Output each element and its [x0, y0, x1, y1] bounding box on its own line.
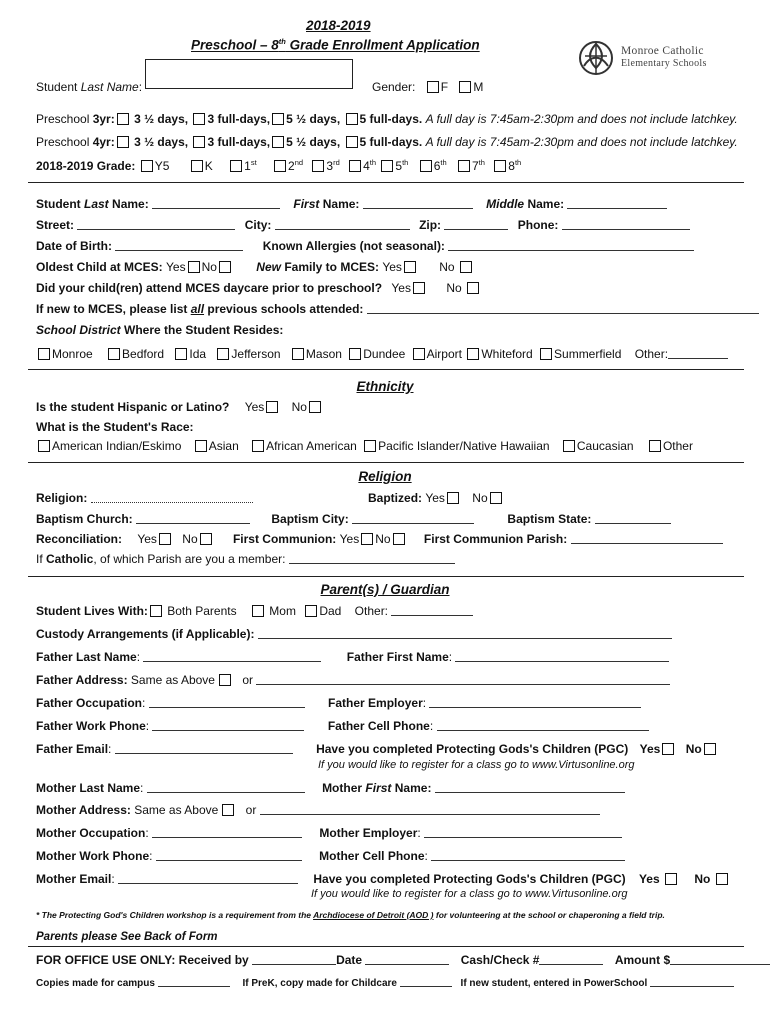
p4-3full-checkbox[interactable]: [193, 136, 205, 148]
city-field[interactable]: [275, 218, 410, 230]
religion-field[interactable]: [91, 491, 253, 503]
powerschool-field[interactable]: [650, 977, 734, 987]
father-address-row: Father Address: Same as Above or: [36, 673, 670, 687]
race-other-checkbox[interactable]: [649, 440, 661, 452]
district-bedford-checkbox[interactable]: [108, 348, 120, 360]
grade-1-checkbox[interactable]: [230, 160, 242, 172]
hispanic-row: Is the student Hispanic or Latino? Yes No: [36, 400, 323, 414]
p3-half-checkbox[interactable]: [117, 113, 129, 125]
form-title: Preschool – 8th Grade Enrollment Application: [191, 37, 480, 53]
zip-field[interactable]: [444, 218, 508, 230]
father-occupation-row: Father Occupation: Father Employer:: [36, 696, 641, 710]
communion-parish-field[interactable]: [571, 532, 723, 544]
custody-row: Custody Arrangements (if Applicable):: [36, 627, 672, 641]
dad-checkbox[interactable]: [305, 605, 317, 617]
reconciliation-no-checkbox[interactable]: [200, 533, 212, 545]
student-address-row: Street: City: Zip: Phone:: [36, 218, 690, 232]
baptism-church-field[interactable]: [136, 512, 250, 524]
mother-employer-field[interactable]: [424, 826, 622, 838]
date-field[interactable]: [365, 953, 449, 965]
father-name-row: Father Last Name: Father First Name:: [36, 650, 669, 664]
divider: [28, 182, 744, 183]
gender-m-label: M: [473, 80, 484, 94]
sacraments-row: Reconciliation: Yes No First Communion: Yes No First Communion Parish:: [36, 532, 723, 546]
baptism-state-field[interactable]: [595, 512, 671, 524]
gender-f-label: F: [440, 80, 449, 94]
prev-schools-field[interactable]: [367, 302, 759, 314]
baptized-yes-checkbox[interactable]: [447, 492, 459, 504]
oldest-new-row: Oldest Child at MCES: Yes No New Family to MCES: Yes No: [36, 260, 474, 274]
p3-5full-checkbox[interactable]: [346, 113, 358, 125]
preschool-3yr-row: Preschool 3yr: 3 ½ days, 3 full-days, 5 ½ days, 5 full-days. A full day is 7:45am-2:30pm and does not include latchkey.: [36, 112, 738, 126]
father-pgc-no-checkbox[interactable]: [704, 743, 716, 755]
school-name-line2: Elementary Schools: [621, 58, 707, 69]
mother-pgc-no-checkbox[interactable]: [716, 873, 728, 885]
p3-5half-checkbox[interactable]: [272, 113, 284, 125]
gender-f-checkbox[interactable]: [427, 81, 439, 93]
school-name-line1: Monroe Catholic: [621, 45, 704, 57]
ethnicity-title: Ethnicity: [356, 379, 414, 394]
student-middle-name-field[interactable]: [567, 197, 667, 209]
communion-yes-checkbox[interactable]: [361, 533, 373, 545]
new-family-no-checkbox[interactable]: [460, 261, 472, 273]
grade-5-checkbox[interactable]: [381, 160, 393, 172]
preschool-4yr-row: Preschool 4yr: 3 ½ days, 3 full-days, 5 ½ days, 5 full-days. A full day is 7:45am-2:30pm and does not include latchkey.: [36, 135, 738, 149]
phone-field[interactable]: [562, 218, 690, 230]
mother-email-field[interactable]: [118, 872, 298, 884]
mother-same-checkbox[interactable]: [222, 804, 234, 816]
p4-5full-checkbox[interactable]: [346, 136, 358, 148]
student-last-name-label: Student Last Name:: [36, 80, 143, 94]
district-label: School District Where the Student Resides:: [36, 323, 284, 337]
dob-row: Date of Birth: Known Allergies (not seasonal):: [36, 239, 694, 253]
both-parents-checkbox[interactable]: [150, 605, 162, 617]
race-american-indian-checkbox[interactable]: [38, 440, 50, 452]
oldest-no-checkbox[interactable]: [219, 261, 231, 273]
grade-6-checkbox[interactable]: [420, 160, 432, 172]
grade-k-checkbox[interactable]: [191, 160, 203, 172]
prek-copy-field[interactable]: [400, 977, 452, 987]
student-name-row: Student Last Name: First Name: Middle Name:: [36, 197, 667, 211]
new-family-yes-checkbox[interactable]: [404, 261, 416, 273]
office-use-row: FOR OFFICE USE ONLY: Received by Date Cash/Check # Amount $: [36, 953, 770, 967]
father-occupation-field[interactable]: [149, 696, 305, 708]
race-asian-checkbox[interactable]: [195, 440, 207, 452]
father-same-checkbox[interactable]: [219, 674, 231, 686]
pgc-requirement-note: * The Protecting God's Children workshop is a requirement from the Archdiocese of Detroit (AOD ) for volunteering at the school or chaperoning a field trip.: [36, 910, 665, 920]
mother-last-name-field[interactable]: [147, 781, 305, 793]
race-pacific-islander-checkbox[interactable]: [364, 440, 376, 452]
district-ida-checkbox[interactable]: [175, 348, 187, 360]
district-airport-checkbox[interactable]: [413, 348, 425, 360]
district-summerfield-checkbox[interactable]: [540, 348, 552, 360]
father-phone-row: Father Work Phone: Father Cell Phone:: [36, 719, 649, 733]
daycare-row: Did your child(ren) attend MCES daycare prior to preschool? Yes No: [36, 281, 481, 295]
oldest-yes-checkbox[interactable]: [188, 261, 200, 273]
mother-occupation-row: Mother Occupation: Mother Employer:: [36, 826, 622, 840]
mother-occupation-field[interactable]: [152, 826, 302, 838]
father-address-field[interactable]: [256, 673, 670, 685]
mother-phone-row: Mother Work Phone: Mother Cell Phone:: [36, 849, 625, 863]
mother-pgc-yes-checkbox[interactable]: [665, 873, 677, 885]
received-by-field[interactable]: [252, 953, 336, 965]
grade-4-checkbox[interactable]: [349, 160, 361, 172]
grade-7-checkbox[interactable]: [458, 160, 470, 172]
prev-schools-row: If new to MCES, please list all previous schools attended:: [36, 302, 759, 316]
mother-first-name-field[interactable]: [435, 781, 625, 793]
p4-5half-checkbox[interactable]: [272, 136, 284, 148]
p4-half-checkbox[interactable]: [117, 136, 129, 148]
student-last-name-input[interactable]: [145, 59, 353, 89]
amount-field[interactable]: [670, 953, 770, 965]
lives-with-other-field[interactable]: [391, 604, 473, 616]
custody-field[interactable]: [258, 627, 672, 639]
grade-row: 2018-2019 Grade: Y5 K 1st 2nd 3rd 4th 5th 6th 7th 8th: [36, 158, 522, 173]
copies-field[interactable]: [158, 977, 230, 987]
race-african-american-checkbox[interactable]: [252, 440, 264, 452]
gender-label: Gender:: [372, 80, 416, 94]
hispanic-no-checkbox[interactable]: [309, 401, 321, 413]
parish-row: If Catholic, of which Parish are you a member:: [36, 552, 455, 566]
form-year: 2018-2019: [306, 18, 371, 33]
baptism-city-field[interactable]: [352, 512, 474, 524]
grade-3-checkbox[interactable]: [312, 160, 324, 172]
religion-row: Religion: Baptized: Yes No: [36, 491, 504, 505]
gender-m-checkbox[interactable]: [459, 81, 471, 93]
trinity-knot-icon: [576, 38, 616, 78]
parish-field[interactable]: [289, 552, 455, 564]
district-dundee-checkbox[interactable]: [349, 348, 361, 360]
grade-y5-checkbox[interactable]: [141, 160, 153, 172]
mother-name-row: Mother Last Name: Mother First Name:: [36, 781, 625, 795]
student-first-name-field[interactable]: [363, 197, 473, 209]
gender-row: [372, 80, 483, 94]
grade-label: 2018-2019 Grade:: [36, 159, 136, 173]
district-options-row: Monroe Bedford Ida Jefferson Mason Dundee Airport Whiteford Summerfield Other:: [36, 347, 728, 361]
district-jefferson-checkbox[interactable]: [217, 348, 229, 360]
race-caucasian-checkbox[interactable]: [563, 440, 575, 452]
mother-email-row: Mother Email: Have you completed Protecting Gods's Children (PGC) Yes No: [36, 872, 730, 886]
mother-address-field[interactable]: [260, 803, 600, 815]
school-logo: [576, 38, 616, 81]
office-copies-row: Copies made for campus If PreK, copy made for Childcare If new student, entered in PowerSchool: [36, 977, 734, 989]
cash-check-field[interactable]: [539, 953, 603, 965]
grade-2-checkbox[interactable]: [274, 160, 286, 172]
lives-with-row: Student Lives With: Both Parents Mom Dad Other:: [36, 604, 473, 618]
communion-no-checkbox[interactable]: [393, 533, 405, 545]
divider: [28, 369, 744, 370]
religion-title: Religion: [358, 469, 412, 484]
allergies-field[interactable]: [448, 239, 694, 251]
father-work-phone-field[interactable]: [152, 719, 304, 731]
baptism-row: Baptism Church: Baptism City: Baptism State:: [36, 512, 671, 526]
district-monroe-checkbox[interactable]: [38, 348, 50, 360]
mother-work-phone-field[interactable]: [156, 849, 302, 861]
race-label: What is the Student's Race:: [36, 420, 194, 434]
street-field[interactable]: [77, 218, 235, 230]
father-last-name-field[interactable]: [143, 650, 321, 662]
divider: [28, 576, 744, 577]
see-back-note: Parents please See Back of Form: [36, 931, 218, 943]
father-employer-field[interactable]: [429, 696, 641, 708]
hispanic-yes-checkbox[interactable]: [266, 401, 278, 413]
district-mason-checkbox[interactable]: [292, 348, 304, 360]
district-other-field[interactable]: [668, 347, 728, 359]
reconciliation-yes-checkbox[interactable]: [159, 533, 171, 545]
race-options-row: American Indian/Eskimo Asian African American Pacific Islander/Native Hawaiian Caucasian Other: [36, 439, 693, 453]
parents-title: Parent(s) / Guardian: [320, 582, 450, 597]
grade-8-checkbox[interactable]: [494, 160, 506, 172]
district-whiteford-checkbox[interactable]: [467, 348, 479, 360]
father-first-name-field[interactable]: [455, 650, 669, 662]
daycare-yes-checkbox[interactable]: [413, 282, 425, 294]
father-pgc-note: If you would like to register for a class go to www.Virtusonline.org: [318, 759, 635, 771]
father-cell-phone-field[interactable]: [437, 719, 649, 731]
p3-3full-checkbox[interactable]: [193, 113, 205, 125]
mother-pgc-note: If you would like to register for a class go to www.Virtusonline.org: [311, 888, 628, 900]
mother-cell-phone-field[interactable]: [431, 849, 625, 861]
divider: [28, 946, 744, 947]
father-pgc-yes-checkbox[interactable]: [662, 743, 674, 755]
baptized-no-checkbox[interactable]: [490, 492, 502, 504]
mother-address-row: Mother Address: Same as Above or: [36, 803, 600, 817]
father-email-row: Father Email: Have you completed Protecting Gods's Children (PGC) Yes No: [36, 742, 718, 756]
student-last-name-field[interactable]: [152, 197, 280, 209]
daycare-no-checkbox[interactable]: [467, 282, 479, 294]
mom-checkbox[interactable]: [252, 605, 264, 617]
divider: [28, 462, 744, 463]
dob-field[interactable]: [115, 239, 243, 251]
father-email-field[interactable]: [115, 742, 293, 754]
